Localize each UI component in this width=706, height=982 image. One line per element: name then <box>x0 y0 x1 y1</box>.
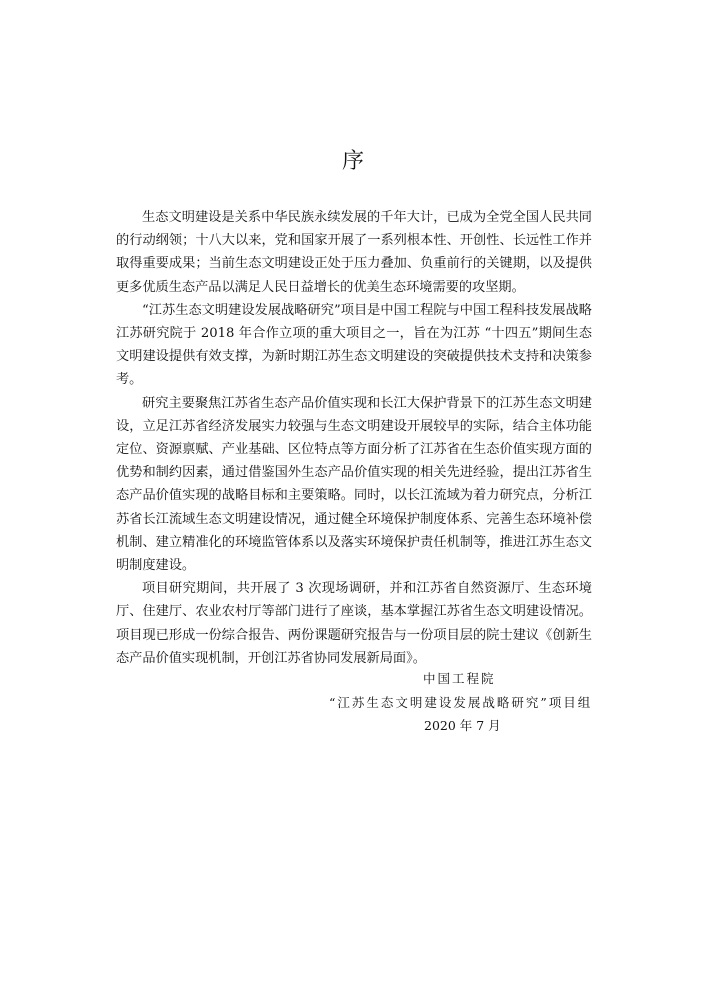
signature-date: 2020 年 7 月 <box>424 718 501 733</box>
signature-organization: 中国工程院 <box>423 671 496 686</box>
signature-project-group: “江苏生态文明建设发展战略研究”项目组 <box>329 695 593 710</box>
page-title: 序 <box>341 149 364 174</box>
paragraph-2: “江苏生态文明建设发展战略研究”项目是中国工程院与中国工程科技发展战略江苏研究院于 2018 年合作立项的重大项目之一，旨在为江苏 “十四五”期间生态文明建设提供有效支撑，为新时期江苏生态文明建设的突破提供技术支持和决策参考。 <box>116 302 592 388</box>
paragraph-3: 研究主要聚焦江苏省生态产品价值实现和长江大保护背景下的江苏生态文明建设，立足江苏省经济发展实力较强与生态文明建设开展较早的实际，结合主体功能定位、资源禀赋、产业基础、区位特点等方面分析了江苏省在生态价值实现方面的优势和制约因素，通过借鉴国外生态产品价值实现的相关先进经验，提出江苏省生态产品价值实现的战略目标和主要策略。同时，以长江流域为着力研究点，分析江苏省长江流域生态文明建设情况，通过健全环境保护制度体系、完善生态环境补偿机制、建立精准化的环境监管体系以及落实环境保护责任机制等，推进江苏生态文明制度建设。 <box>116 395 592 574</box>
paragraph-1: 生态文明建设是关系中华民族永续发展的千年大计，已成为全党全国人民共同的行动纲领；十八大以来，党和国家开展了一系列根本性、开创性、长远性工作并取得重要成果；当前生态文明建设正处于压力叠加、负重前行的关键期，以及提供更多优质生态产品以满足人民日益增长的优美生态环境需要的攻坚期。 <box>116 210 592 295</box>
paragraph-4: 项目研究期间，共开展了 3 次现场调研，并和江苏省自然资源厅、生态环境厅、住建厅、农业农村厅等部门进行了座谈，基本掌握江苏省生态文明建设情况。项目现已形成一份综合报告、两份课题研究报告与一份项目层的院士建议《创新生态产品价值实现机制，开创江苏省协同发展新局面》。 <box>116 581 592 666</box>
preface-body <box>116 206 592 670</box>
